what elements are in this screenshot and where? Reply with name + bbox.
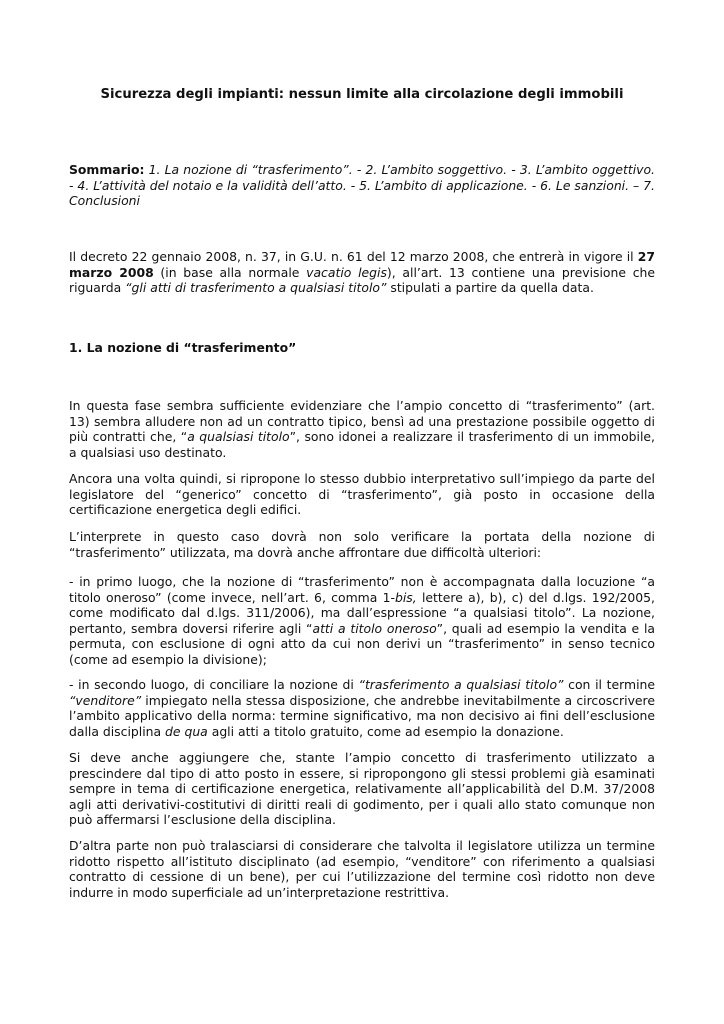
- p5-text-2: con il termine: [563, 677, 655, 692]
- p5-text-4: agli atti a titolo gratuito, come ad esempio la donazione.: [207, 723, 564, 739]
- p4-italic-1: bis,: [394, 589, 417, 605]
- section-1-paragraph-3: L’interprete in questo caso dovrà non solo verificare la portata della nozione di “trasferimento” utilizzata, ma dovrà anche affrontare due difficoltà ulteriori:: [69, 529, 655, 560]
- document-page: [69, 0, 655, 1024]
- p4-text-3: ”, quali ad esempio la vendita e la permuta, con esclusione di ogni atto da cui non derivi un “trasferimento” in senso tecnico (come ad esempio la divisione);: [69, 620, 655, 667]
- p5-text-1: - in secondo luogo, di conciliare la nozione di: [69, 677, 359, 692]
- intro-text-3: ), all’art. 13 contiene una previsione che riguarda: [69, 264, 655, 296]
- summary-label: Sommario:: [69, 162, 145, 177]
- intro-paragraph: [69, 249, 655, 296]
- intro-quote: “gli atti di trasferimento a qualsiasi titolo”: [125, 280, 387, 296]
- section-1-paragraph-4: [69, 574, 655, 668]
- p1-text-1: In questa fase sembra sufficiente evidenziare che l’ampio concetto di “trasferimento” (art. 13) sembra alludere non ad un contratto tipico, bensì ad una prestazione possibile oggetto di più contratti che, “: [69, 398, 655, 445]
- section-1-heading: 1. La nozione di “trasferimento”: [69, 340, 297, 355]
- section-1-paragraph-5: [69, 677, 655, 739]
- section-1-paragraph-2: Ancora una volta quindi, si ripropone lo stesso dubbio interpretativo sull’impiego da parte del legislatore del “generico” concetto di “trasferimento”, già posto in occasione della certificazione energetica degli edifici.: [69, 471, 655, 518]
- intro-text-1: Il decreto 22 gennaio 2008, n. 37, in G.U. n. 61 del 12 marzo 2008, che entrerà in vigore il: [69, 249, 638, 264]
- section-1-paragraph-6: Si deve anche aggiungere che, stante l’ampio concetto di trasferimento utilizzato a prescindere dal tipo di atto posto in essere, si ripropongono gli stessi problemi già esaminati sempre in tema di certificazione energetica, relativamente all’applicabilità del D.M. 37/2008 agli atti derivativi-costitutivi di diritti reali di godimento, per i quali allo stato comunque non può affermarsi l’esclusione della disciplina.: [69, 750, 655, 828]
- p4-text-2: lettere a), b), c) del d.lgs. 192/2005, come modificato dal d.lgs. 311/2006), ma dall’espressione “a qualsiasi titolo”. La nozione, pertanto, sembra doversi riferire agli “: [69, 589, 655, 636]
- document-title: Sicurezza degli impianti: nessun limite alla circolazione degli immobili: [100, 87, 624, 102]
- intro-text-4: stipulati a partire da quella data.: [386, 280, 594, 296]
- summary-block: [69, 162, 655, 209]
- summary-text: 1. La nozione di “trasferimento”. - 2. L’ambito soggettivo. - 3. L’ambito oggettivo. - 4. L’attività del notaio e la validità dell’atto. - 5. L’ambito di applicazione. - 6. Le sanzioni. – 7. Conclusioni: [69, 162, 655, 209]
- section-1-paragraph-7: D’altra parte non può tralasciarsi di considerare che talvolta il legislatore utilizza un termine ridotto rispetto all’istituto disciplinato (ad esempio, “venditore” con riferimento a qualsiasi contratto di cessione di un bene), per cui l’utilizzazione del termine così ridotto non deve indurre in modo superficiale ad un’interpretazione restrittiva.: [69, 838, 655, 900]
- intro-date-bold: 27 marzo 2008: [69, 249, 655, 280]
- intro-vacatio-legis: vacatio legis: [306, 264, 387, 280]
- p4-italic-2: atti a titolo oneroso: [312, 620, 437, 636]
- intro-text-2: (in base alla normale: [153, 264, 307, 280]
- p5-italic-2: “venditore”: [69, 692, 142, 708]
- p5-italic-1: “trasferimento a qualsiasi titolo”: [358, 677, 564, 692]
- p5-italic-3: de qua: [165, 723, 208, 739]
- section-1-paragraph-1: [69, 398, 655, 460]
- p1-italic-1: a qualsiasi titolo: [187, 429, 290, 445]
- p4-text-1: - in primo luogo, che la nozione di “trasferimento” non è accompagnata dalla locuzione “a titolo oneroso” (come invece, nell’art. 6, comma 1-: [69, 574, 655, 605]
- p5-text-3: impiegato nella stessa disposizione, che andrebbe inevitabilmente a circoscrivere l’ambito applicativo della norma: termine significativo, ma non decisivo ai fini dell’esclusione dalla disciplina: [69, 692, 655, 739]
- p1-text-2: ”, sono idonei a realizzare il trasferimento di un immobile, a qualsiasi uso destinato.: [69, 429, 655, 460]
